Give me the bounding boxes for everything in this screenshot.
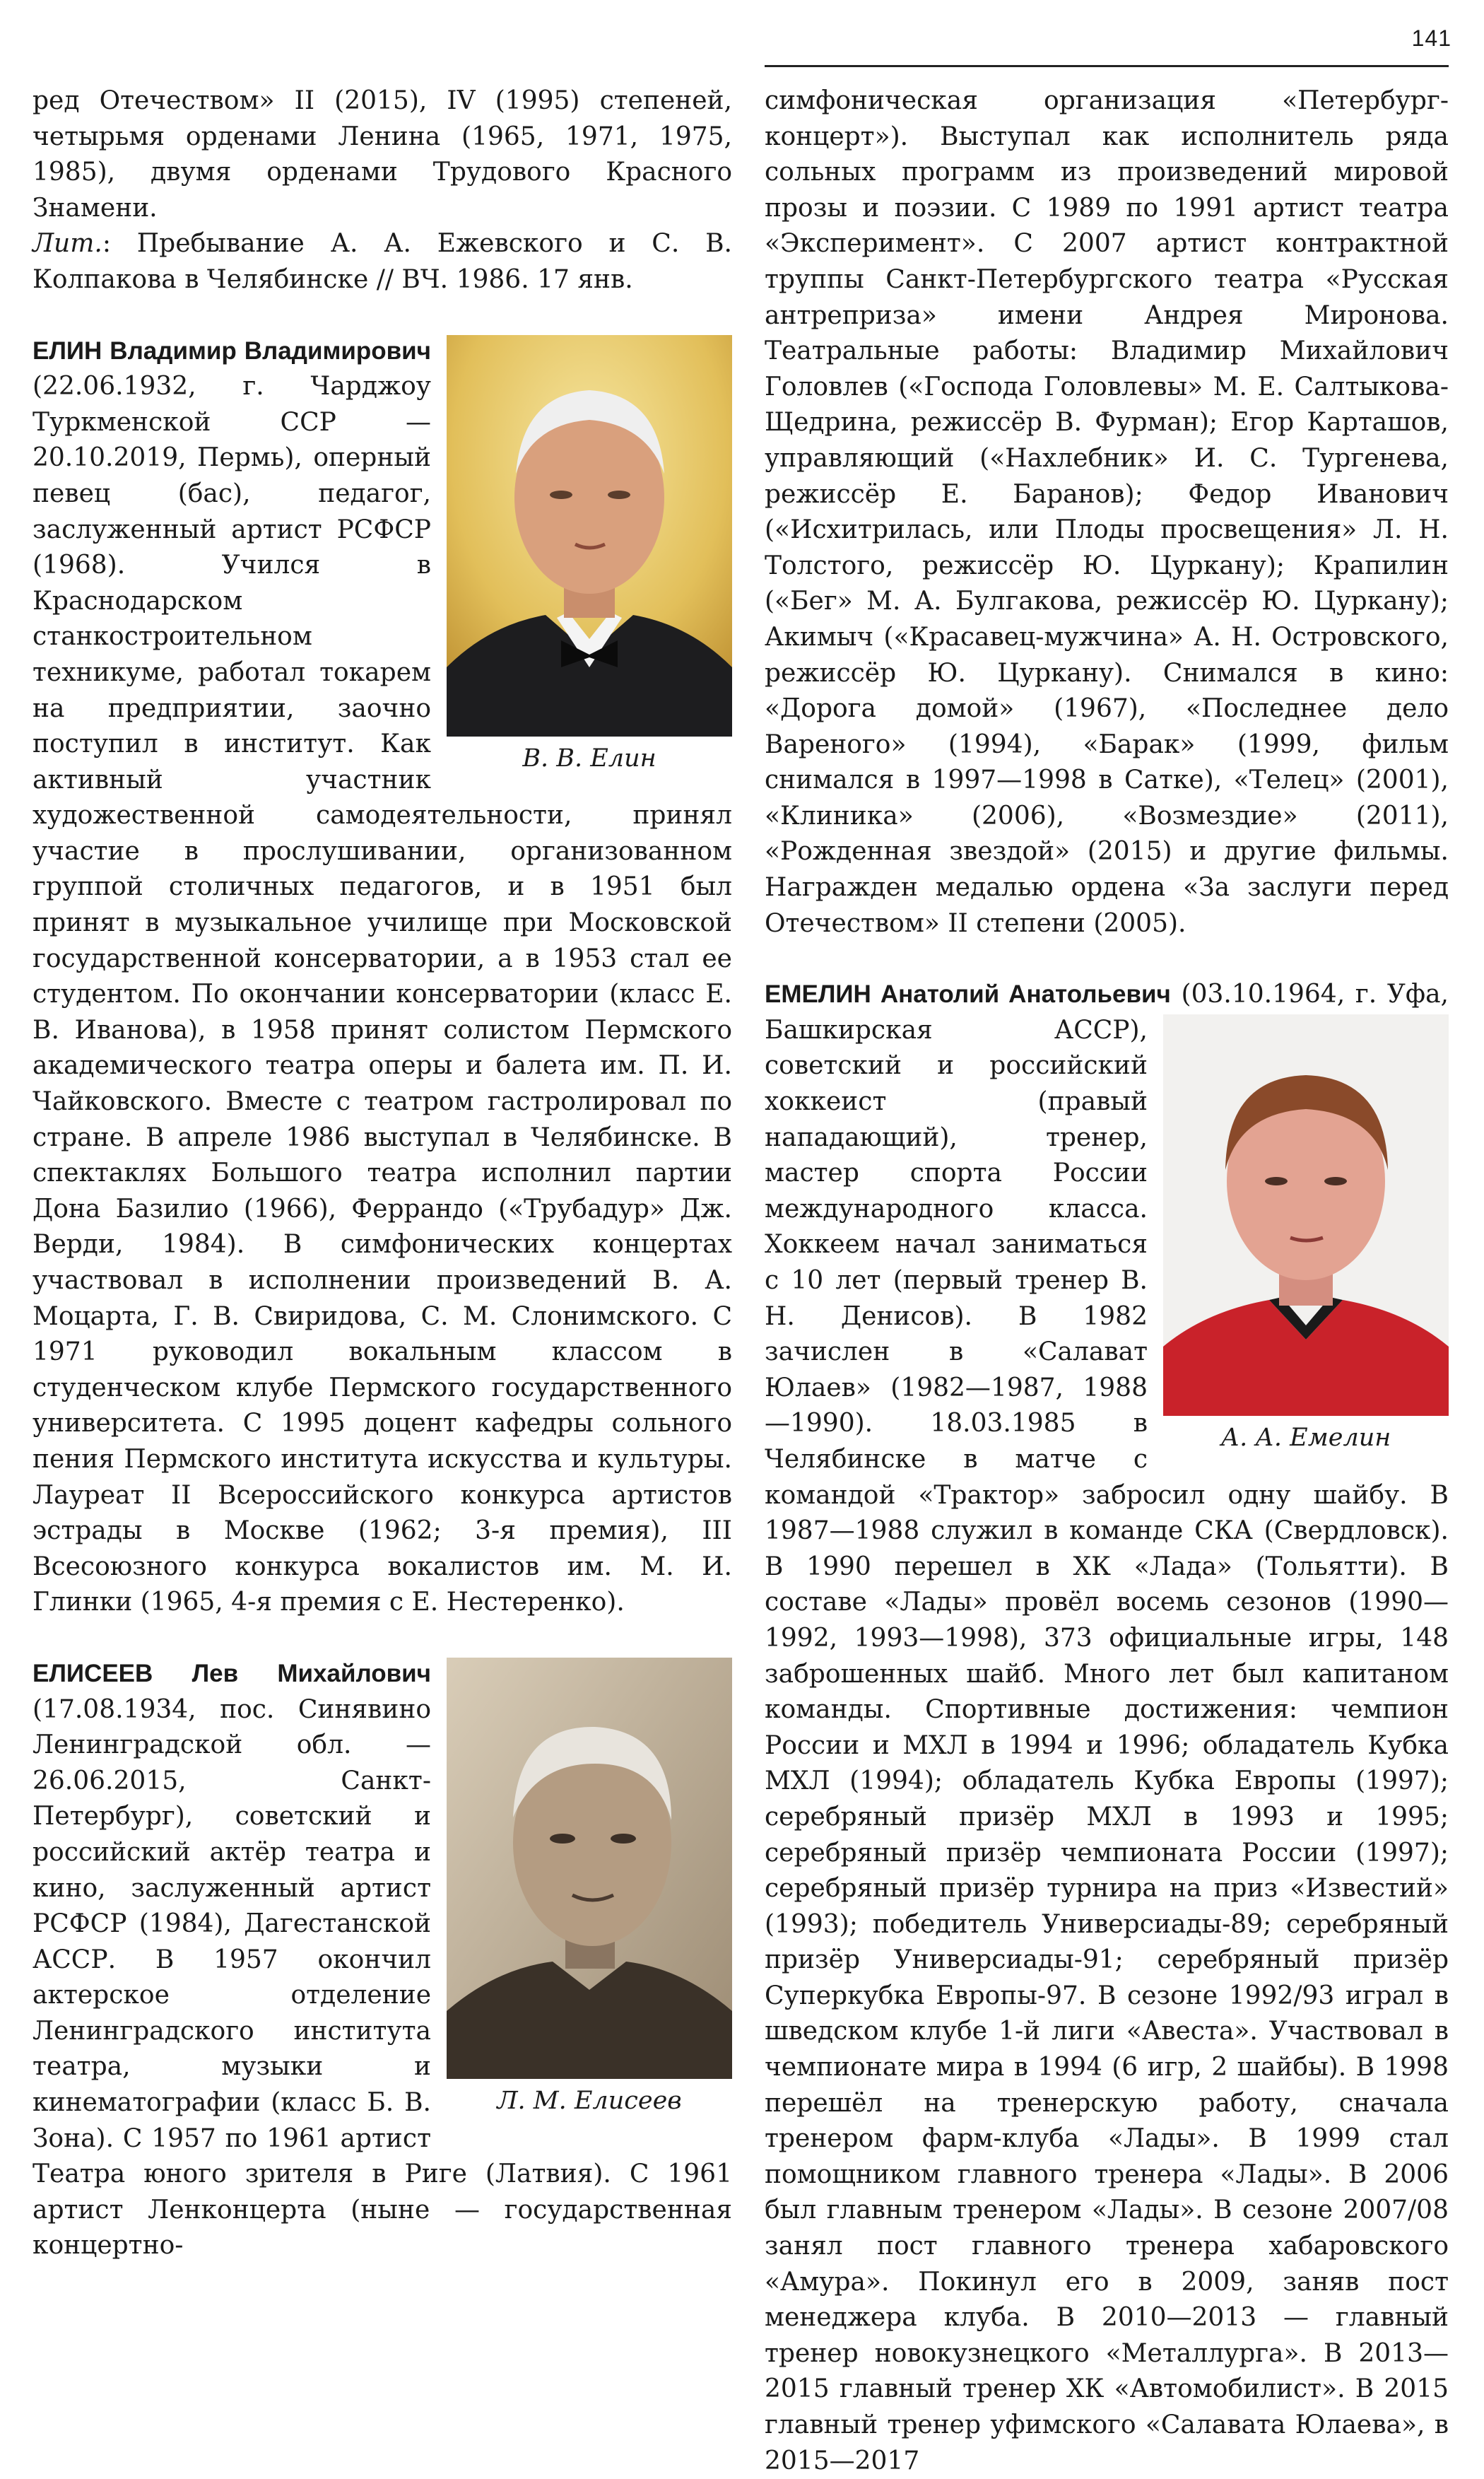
portrait-emelin-caption: А. А. Емелин xyxy=(1220,1423,1391,1452)
portrait-emelin xyxy=(1163,1014,1449,1454)
entry-body: (03.10.1964, г. Уфа, Башкирская АССР), советский и российский хоккеист (правый нападающий), тренер, мастер спорта России международного класса. Хоккеем начал заниматься с 10 лет (первый тренер В. Н. Денисов). В 1982 зачислен в «Салават Юлаев» (1982—1987, 1988—1990). 18.03.1985 в Челябинске в матче с командой «Трактор» забросил одну шайбу. В 1987—1988 служил в команде СКА (Свердловск). В 1990 перешел в ХК «Лада» (Тольятти). В составе «Лады» провёл восемь сезонов (1990—1992, 1993—1998), 373 официальные игры, 148 заброшенных шайб. Много лет был капитаном команды. Спортивные достижения: чемпион России и МХЛ в 1994 и 1996; обладатель Кубка МХЛ (1994); обладатель Кубка Европы (1997); серебряный призёр МХЛ в 1993 и 1995; серебряный призёр чемпионата России (1997); серебряный призёр турнира на приз «Известий» (1993); победитель Универсиады-89; серебряный призёр Универсиады-91; серебряный призёр Суперкубка Европы-97. В сезоне 1992/93 играл в шведском клубе 1-й лиги «Авеста». Участвовал в чемпионате мира в 1994 (6 игр, 2 шайбы). В 1998 перешёл на тренерскую работу, сначала тренером фарм-клуба «Лады». В 1999 стал помощником главного тренера «Лады». В 2006 был главным тренером «Лады». В сезоне 2007/08 занял пост главного тренера хабаровского «Амура». Покинул его в 2009, заняв пост менеджера клуба. В 2010—2013 — главный тренер новокузнецкого «Металлурга». В 2013—2015 главный тренер ХК «Автомобилист». В 2015 главный тренер уфимского «Салавата Юлаева», в 2015—2017 xyxy=(765,980,1449,2475)
entry-eliseev xyxy=(33,1656,732,2264)
entry-elin-text xyxy=(33,334,732,1621)
lit-label: Лит. xyxy=(33,229,102,259)
left-column xyxy=(33,83,732,2264)
lit-text: : Пребывание А. А. Ежевского и С. В. Колпакова в Челябинске // ВЧ. 1986. 17 янв. xyxy=(33,229,732,294)
continuation-literature xyxy=(33,226,732,298)
entry-emelin xyxy=(765,977,1449,2479)
eliseev-continuation-text: симфоническая организация «Петербург-концерт»). Выступал как исполнитель ряда сольных программ из произведений мировой прозы и поэзии. С 1989 по 1991 артист театра «Эксперимент». С 2007 артист контрактной труппы Санкт-Петербургского театра «Русская антреприза» имени Андрея Миронова. Театральные работы: Владимир Михайлович Головлев («Господа Головлевы» М. Е. Салтыкова-Щедрина, режиссёр В. Фурман); Егор Карташов, управляющий («Нахлебник» И. С. Тургенева, режиссёр Е. Баранов); Федор Иванович («Исхитрилась, или Плоды просвещения» Л. Н. Толстого, режиссёр Ю. Цуркану); Крапилин («Бег» М. А. Булгакова, режиссёр Ю. Цуркану); Акимыч («Красавец-мужчина» А. Н. Островского, режиссёр Ю. Цуркану). Снимался в кино: «Дорога домой» (1967), «Последнее дело Вареного» (1994), «Барак» (1999, фильм снимался в 1997—1998 в Сатке), «Телец» (2001), «Клиника» (2006), «Возмездие» (2011), «Рожденная звездой» (2015) и другие фильмы. Награжден медалью ордена «За заслуги перед Отечеством» II степени (2005). xyxy=(765,86,1449,938)
continuation-text: ред Отечеством» II (2015), IV (1995) степеней, четырьмя орденами Ленина (1965, 1971, 1975, 1985), двумя орденами Трудового Красного Знамени. xyxy=(33,86,732,223)
entry-name: ЕМЕЛИН Анатолий Анатольевич xyxy=(765,980,1171,1009)
entry-name: ЕЛИСЕЕВ Лев Михайлович xyxy=(33,1659,431,1687)
entry-body-head: (22.06.1932, г. Чарджоу Туркменской ССР — 20.10.2019, Пермь), оперный певец (бас), педагог, заслуженный артист РСФСР (1968). Учился в Краснодарском станкостроительном техникуме, работал токарем на предприятии, заочно поступил в институт. Как активный участник художественной самодеятельности, принял участие в прослушивании, организованном группой столичных педагогов, и в 1951 был принят в музыкальное училище при Московской государственной консерватории, а в 1953 стал ее студентом. По окончании консерватории (класс Е. В. Иванова), в 1958 принят солистом Пермского академического театра оперы и балета им. П. И. Чайковского. Вместе с театром гастролировал по стране. В апреле 1986 выступал в Челябинске. В спектаклях Большого театра исполнил партии Дона Базилио (1966), Феррандо («Трубадур» Дж. Верди, 1984). В симфонических концертах участвовал в исполнении произведений В. А. Моцарта, Г. В. Свиридова, С. М. Слонимского. С 1971 руководил вокальным классом в студенческом клубе Пермского государственного университета. С 1995 доцент кафедры сольного пения Пермского института искусства и культуры. Лауреат II Всероссийского конкурса артистов эстрады в Москве (1962; 3-я премия), III Всесоюзного конкурса вокалистов им. М. И. Глинки (1965, 4-я премия с Е. Нестеренко). xyxy=(33,372,732,1617)
entry-elin xyxy=(33,334,732,1621)
portrait-eliseev-photo xyxy=(447,1658,732,2079)
page-number: 141 xyxy=(1411,25,1451,51)
portrait-eliseev xyxy=(447,1658,732,2117)
portrait-elin xyxy=(447,335,732,775)
entry-eliseev-text xyxy=(33,1656,732,2264)
entry-body: (17.08.1934, пос. Синявино Ленинградской обл. — 26.06.2015, Санкт-Петербург), советский и российский актёр театра и кино, заслуженный артист РСФСР (1984), Дагестанской АССР. В 1957 окончил актерское отделение Ленинградского института театра, музыки и кинематографии (класс Б. В. Зона). С 1957 по 1961 артист Театра юного зрителя в Риге (Латвия). С 1961 артист Ленконцерта (ныне — государственная концертно- xyxy=(33,1694,732,2261)
right-column xyxy=(765,83,1449,2479)
portrait-elin-photo xyxy=(447,335,732,737)
portrait-eliseev-caption: Л. М. Елисеев xyxy=(497,2086,682,2115)
portrait-elin-caption: В. В. Елин xyxy=(522,744,656,773)
entry-emelin-text xyxy=(765,977,1449,2479)
entry-name: ЕЛИН Владимир Владимирович xyxy=(33,336,431,365)
portrait-emelin-photo xyxy=(1163,1014,1449,1416)
header-rule xyxy=(765,65,1449,67)
